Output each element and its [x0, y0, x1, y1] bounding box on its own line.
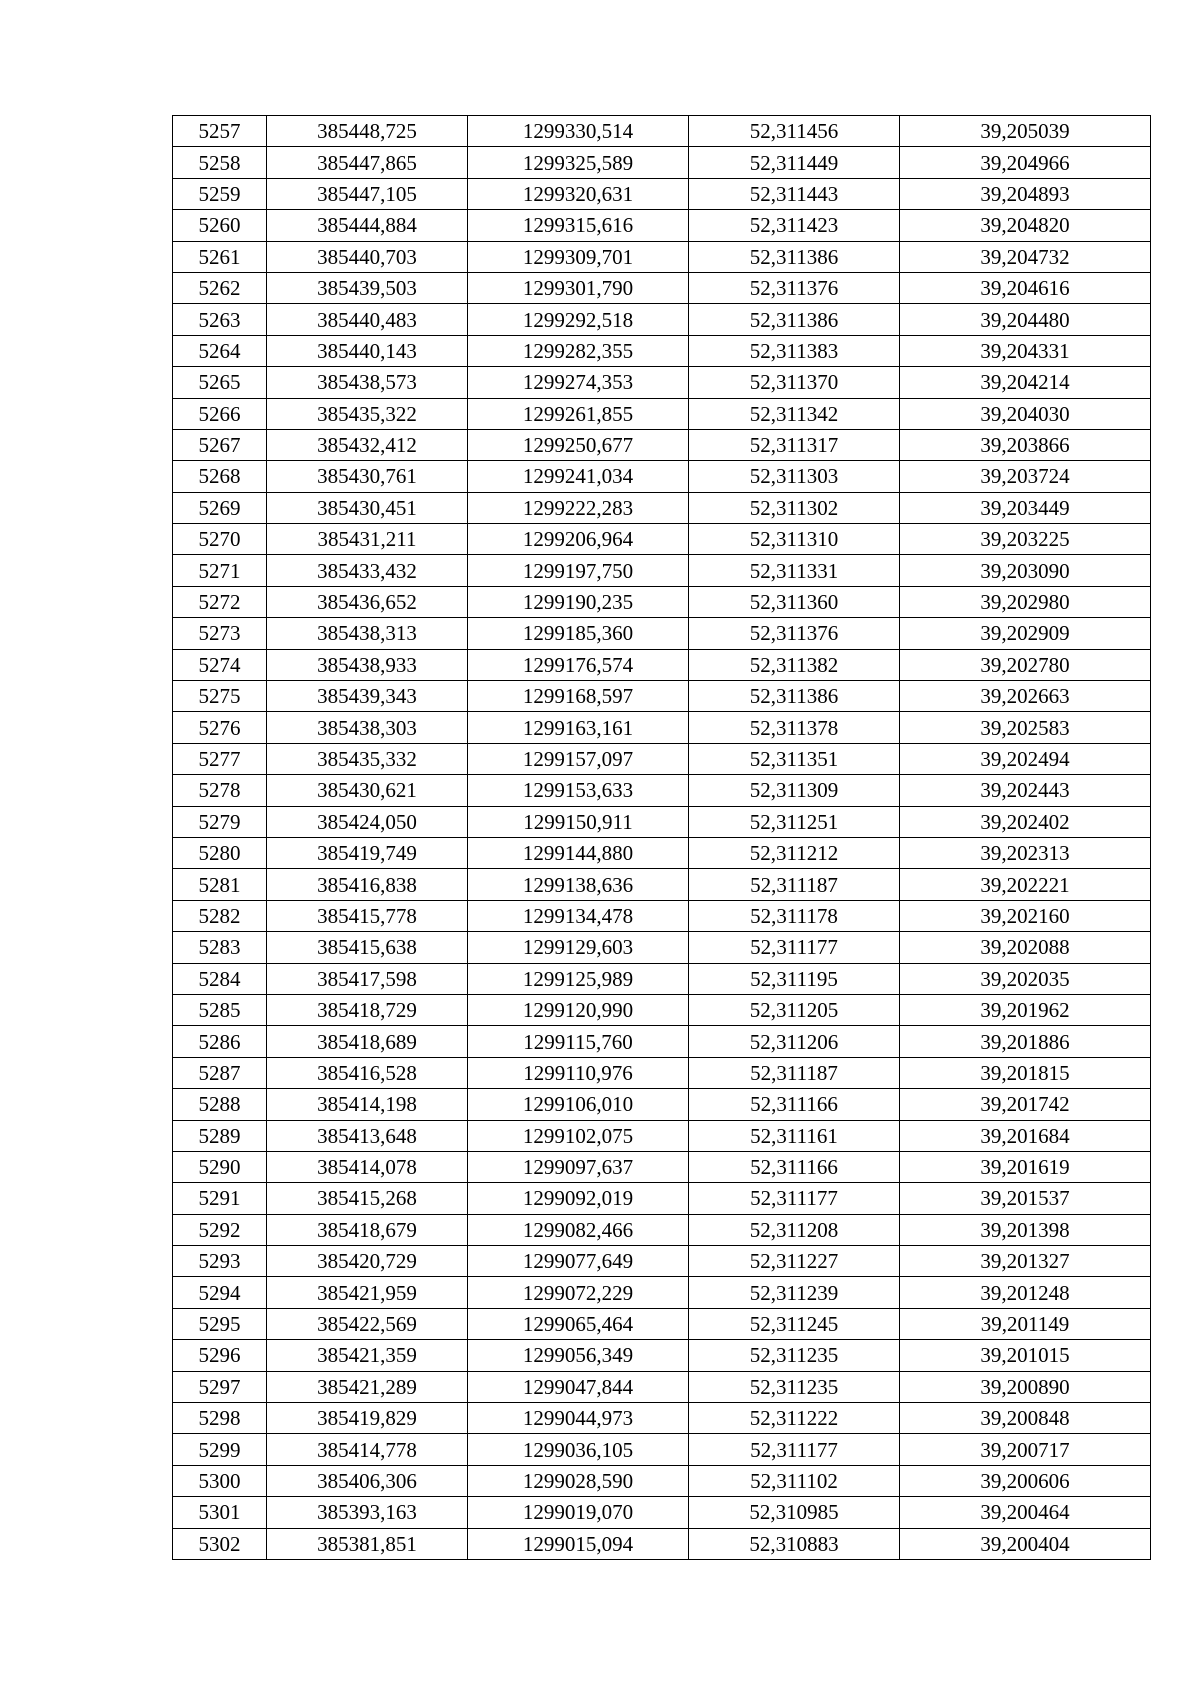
x-coordinate-cell: 385424,050	[267, 806, 468, 837]
latitude-cell: 52,311310	[689, 524, 900, 555]
point-number-cell: 5296	[173, 1340, 267, 1371]
longitude-cell: 39,200464	[900, 1497, 1151, 1528]
point-number-cell: 5258	[173, 147, 267, 178]
y-coordinate-cell: 1299077,649	[468, 1246, 689, 1277]
latitude-cell: 52,311342	[689, 398, 900, 429]
table-row	[173, 555, 1151, 586]
latitude-cell: 52,311245	[689, 1308, 900, 1339]
point-number-cell: 5270	[173, 524, 267, 555]
table-row	[173, 1120, 1151, 1151]
y-coordinate-cell: 1299110,976	[468, 1057, 689, 1088]
y-coordinate-cell: 1299157,097	[468, 743, 689, 774]
table-row	[173, 963, 1151, 994]
latitude-cell: 52,311386	[689, 304, 900, 335]
y-coordinate-cell: 1299197,750	[468, 555, 689, 586]
longitude-cell: 39,200717	[900, 1434, 1151, 1465]
table-row	[173, 1371, 1151, 1402]
table-row	[173, 1403, 1151, 1434]
latitude-cell: 52,311382	[689, 649, 900, 680]
longitude-cell: 39,203449	[900, 492, 1151, 523]
y-coordinate-cell: 1299176,574	[468, 649, 689, 680]
table-row	[173, 367, 1151, 398]
y-coordinate-cell: 1299125,989	[468, 963, 689, 994]
y-coordinate-cell: 1299315,616	[468, 210, 689, 241]
latitude-cell: 52,311302	[689, 492, 900, 523]
latitude-cell: 52,310985	[689, 1497, 900, 1528]
longitude-cell: 39,201619	[900, 1151, 1151, 1182]
longitude-cell: 39,204820	[900, 210, 1151, 241]
table-row	[173, 1151, 1151, 1182]
y-coordinate-cell: 1299019,070	[468, 1497, 689, 1528]
x-coordinate-cell: 385444,884	[267, 210, 468, 241]
longitude-cell: 39,202780	[900, 649, 1151, 680]
point-number-cell: 5285	[173, 994, 267, 1025]
y-coordinate-cell: 1299082,466	[468, 1214, 689, 1245]
point-number-cell: 5272	[173, 586, 267, 617]
longitude-cell: 39,201962	[900, 994, 1151, 1025]
table-row	[173, 147, 1151, 178]
latitude-cell: 52,311195	[689, 963, 900, 994]
table-row	[173, 681, 1151, 712]
point-number-cell: 5284	[173, 963, 267, 994]
x-coordinate-cell: 385421,289	[267, 1371, 468, 1402]
y-coordinate-cell: 1299153,633	[468, 775, 689, 806]
y-coordinate-cell: 1299044,973	[468, 1403, 689, 1434]
point-number-cell: 5278	[173, 775, 267, 806]
table-row	[173, 178, 1151, 209]
latitude-cell: 52,311317	[689, 429, 900, 460]
x-coordinate-cell: 385422,569	[267, 1308, 468, 1339]
point-number-cell: 5269	[173, 492, 267, 523]
longitude-cell: 39,204966	[900, 147, 1151, 178]
y-coordinate-cell: 1299015,094	[468, 1528, 689, 1559]
x-coordinate-cell: 385438,573	[267, 367, 468, 398]
longitude-cell: 39,201815	[900, 1057, 1151, 1088]
table-row	[173, 712, 1151, 743]
point-number-cell: 5273	[173, 618, 267, 649]
latitude-cell: 52,311161	[689, 1120, 900, 1151]
longitude-cell: 39,202402	[900, 806, 1151, 837]
coordinates-table-body	[173, 116, 1151, 1560]
x-coordinate-cell: 385418,689	[267, 1026, 468, 1057]
longitude-cell: 39,202909	[900, 618, 1151, 649]
y-coordinate-cell: 1299129,603	[468, 932, 689, 963]
table-row	[173, 1277, 1151, 1308]
x-coordinate-cell: 385430,761	[267, 461, 468, 492]
longitude-cell: 39,202443	[900, 775, 1151, 806]
longitude-cell: 39,201886	[900, 1026, 1151, 1057]
latitude-cell: 52,311383	[689, 335, 900, 366]
latitude-cell: 52,311177	[689, 1434, 900, 1465]
point-number-cell: 5298	[173, 1403, 267, 1434]
point-number-cell: 5295	[173, 1308, 267, 1339]
point-number-cell: 5265	[173, 367, 267, 398]
latitude-cell: 52,311376	[689, 618, 900, 649]
point-number-cell: 5280	[173, 837, 267, 868]
latitude-cell: 52,311222	[689, 1403, 900, 1434]
y-coordinate-cell: 1299106,010	[468, 1089, 689, 1120]
y-coordinate-cell: 1299168,597	[468, 681, 689, 712]
x-coordinate-cell: 385433,432	[267, 555, 468, 586]
y-coordinate-cell: 1299036,105	[468, 1434, 689, 1465]
table-row	[173, 524, 1151, 555]
latitude-cell: 52,311235	[689, 1371, 900, 1402]
x-coordinate-cell: 385438,303	[267, 712, 468, 743]
x-coordinate-cell: 385440,483	[267, 304, 468, 335]
latitude-cell: 52,311187	[689, 1057, 900, 1088]
point-number-cell: 5268	[173, 461, 267, 492]
longitude-cell: 39,200404	[900, 1528, 1151, 1559]
x-coordinate-cell: 385419,829	[267, 1403, 468, 1434]
x-coordinate-cell: 385415,778	[267, 900, 468, 931]
point-number-cell: 5288	[173, 1089, 267, 1120]
y-coordinate-cell: 1299309,701	[468, 241, 689, 272]
y-coordinate-cell: 1299150,911	[468, 806, 689, 837]
table-row	[173, 837, 1151, 868]
longitude-cell: 39,201537	[900, 1183, 1151, 1214]
longitude-cell: 39,204893	[900, 178, 1151, 209]
point-number-cell: 5281	[173, 869, 267, 900]
y-coordinate-cell: 1299163,161	[468, 712, 689, 743]
longitude-cell: 39,200606	[900, 1465, 1151, 1496]
x-coordinate-cell: 385414,198	[267, 1089, 468, 1120]
x-coordinate-cell: 385448,725	[267, 116, 468, 147]
point-number-cell: 5267	[173, 429, 267, 460]
x-coordinate-cell: 385439,343	[267, 681, 468, 712]
point-number-cell: 5276	[173, 712, 267, 743]
x-coordinate-cell: 385417,598	[267, 963, 468, 994]
latitude-cell: 52,311212	[689, 837, 900, 868]
latitude-cell: 52,311102	[689, 1465, 900, 1496]
latitude-cell: 52,311351	[689, 743, 900, 774]
latitude-cell: 52,311423	[689, 210, 900, 241]
table-row	[173, 1089, 1151, 1120]
x-coordinate-cell: 385435,322	[267, 398, 468, 429]
point-number-cell: 5297	[173, 1371, 267, 1402]
y-coordinate-cell: 1299134,478	[468, 900, 689, 931]
longitude-cell: 39,204732	[900, 241, 1151, 272]
y-coordinate-cell: 1299120,990	[468, 994, 689, 1025]
latitude-cell: 52,311227	[689, 1246, 900, 1277]
table-row	[173, 869, 1151, 900]
x-coordinate-cell: 385414,778	[267, 1434, 468, 1465]
y-coordinate-cell: 1299028,590	[468, 1465, 689, 1496]
longitude-cell: 39,201742	[900, 1089, 1151, 1120]
table-row	[173, 210, 1151, 241]
x-coordinate-cell: 385447,105	[267, 178, 468, 209]
latitude-cell: 52,311239	[689, 1277, 900, 1308]
table-row	[173, 1434, 1151, 1465]
longitude-cell: 39,204480	[900, 304, 1151, 335]
point-number-cell: 5257	[173, 116, 267, 147]
point-number-cell: 5275	[173, 681, 267, 712]
y-coordinate-cell: 1299222,283	[468, 492, 689, 523]
y-coordinate-cell: 1299261,855	[468, 398, 689, 429]
longitude-cell: 39,202221	[900, 869, 1151, 900]
y-coordinate-cell: 1299097,637	[468, 1151, 689, 1182]
table-row	[173, 1246, 1151, 1277]
point-number-cell: 5299	[173, 1434, 267, 1465]
table-row	[173, 429, 1151, 460]
table-row	[173, 618, 1151, 649]
latitude-cell: 52,311208	[689, 1214, 900, 1245]
latitude-cell: 52,311166	[689, 1151, 900, 1182]
x-coordinate-cell: 385419,749	[267, 837, 468, 868]
longitude-cell: 39,201015	[900, 1340, 1151, 1371]
table-row	[173, 743, 1151, 774]
x-coordinate-cell: 385415,638	[267, 932, 468, 963]
longitude-cell: 39,202980	[900, 586, 1151, 617]
y-coordinate-cell: 1299241,034	[468, 461, 689, 492]
table-row	[173, 806, 1151, 837]
table-row	[173, 1057, 1151, 1088]
longitude-cell: 39,200848	[900, 1403, 1151, 1434]
x-coordinate-cell: 385432,412	[267, 429, 468, 460]
latitude-cell: 52,311235	[689, 1340, 900, 1371]
table-row	[173, 649, 1151, 680]
y-coordinate-cell: 1299047,844	[468, 1371, 689, 1402]
point-number-cell: 5271	[173, 555, 267, 586]
longitude-cell: 39,204214	[900, 367, 1151, 398]
longitude-cell: 39,202583	[900, 712, 1151, 743]
y-coordinate-cell: 1299056,349	[468, 1340, 689, 1371]
latitude-cell: 52,311251	[689, 806, 900, 837]
x-coordinate-cell: 385440,143	[267, 335, 468, 366]
latitude-cell: 52,311166	[689, 1089, 900, 1120]
y-coordinate-cell: 1299144,880	[468, 837, 689, 868]
point-number-cell: 5286	[173, 1026, 267, 1057]
point-number-cell: 5290	[173, 1151, 267, 1182]
x-coordinate-cell: 385414,078	[267, 1151, 468, 1182]
latitude-cell: 52,311386	[689, 681, 900, 712]
y-coordinate-cell: 1299138,636	[468, 869, 689, 900]
table-row	[173, 586, 1151, 617]
x-coordinate-cell: 385421,959	[267, 1277, 468, 1308]
y-coordinate-cell: 1299092,019	[468, 1183, 689, 1214]
x-coordinate-cell: 385439,503	[267, 272, 468, 303]
point-number-cell: 5301	[173, 1497, 267, 1528]
latitude-cell: 52,311360	[689, 586, 900, 617]
longitude-cell: 39,202160	[900, 900, 1151, 931]
x-coordinate-cell: 385418,679	[267, 1214, 468, 1245]
y-coordinate-cell: 1299301,790	[468, 272, 689, 303]
longitude-cell: 39,203225	[900, 524, 1151, 555]
longitude-cell: 39,201398	[900, 1214, 1151, 1245]
table-row	[173, 1026, 1151, 1057]
latitude-cell: 52,311449	[689, 147, 900, 178]
x-coordinate-cell: 385430,621	[267, 775, 468, 806]
table-row	[173, 1528, 1151, 1559]
y-coordinate-cell: 1299102,075	[468, 1120, 689, 1151]
point-number-cell: 5287	[173, 1057, 267, 1088]
x-coordinate-cell: 385415,268	[267, 1183, 468, 1214]
point-number-cell: 5294	[173, 1277, 267, 1308]
latitude-cell: 52,311177	[689, 932, 900, 963]
longitude-cell: 39,202088	[900, 932, 1151, 963]
y-coordinate-cell: 1299190,235	[468, 586, 689, 617]
y-coordinate-cell: 1299330,514	[468, 116, 689, 147]
longitude-cell: 39,202035	[900, 963, 1151, 994]
x-coordinate-cell: 385393,163	[267, 1497, 468, 1528]
x-coordinate-cell: 385418,729	[267, 994, 468, 1025]
table-row	[173, 1340, 1151, 1371]
table-row	[173, 775, 1151, 806]
latitude-cell: 52,311177	[689, 1183, 900, 1214]
longitude-cell: 39,203724	[900, 461, 1151, 492]
y-coordinate-cell: 1299274,353	[468, 367, 689, 398]
latitude-cell: 52,311205	[689, 994, 900, 1025]
latitude-cell: 52,311386	[689, 241, 900, 272]
point-number-cell: 5262	[173, 272, 267, 303]
table-row	[173, 1183, 1151, 1214]
table-row	[173, 492, 1151, 523]
longitude-cell: 39,202663	[900, 681, 1151, 712]
y-coordinate-cell: 1299282,355	[468, 335, 689, 366]
latitude-cell: 52,311303	[689, 461, 900, 492]
point-number-cell: 5274	[173, 649, 267, 680]
point-number-cell: 5263	[173, 304, 267, 335]
y-coordinate-cell: 1299320,631	[468, 178, 689, 209]
table-row	[173, 1214, 1151, 1245]
latitude-cell: 52,311370	[689, 367, 900, 398]
point-number-cell: 5282	[173, 900, 267, 931]
point-number-cell: 5289	[173, 1120, 267, 1151]
y-coordinate-cell: 1299185,360	[468, 618, 689, 649]
y-coordinate-cell: 1299206,964	[468, 524, 689, 555]
y-coordinate-cell: 1299325,589	[468, 147, 689, 178]
table-row	[173, 241, 1151, 272]
point-number-cell: 5302	[173, 1528, 267, 1559]
x-coordinate-cell: 385431,211	[267, 524, 468, 555]
x-coordinate-cell: 385421,359	[267, 1340, 468, 1371]
point-number-cell: 5291	[173, 1183, 267, 1214]
point-number-cell: 5264	[173, 335, 267, 366]
table-row	[173, 1497, 1151, 1528]
y-coordinate-cell: 1299292,518	[468, 304, 689, 335]
longitude-cell: 39,200890	[900, 1371, 1151, 1402]
x-coordinate-cell: 385430,451	[267, 492, 468, 523]
point-number-cell: 5260	[173, 210, 267, 241]
point-number-cell: 5259	[173, 178, 267, 209]
point-number-cell: 5293	[173, 1246, 267, 1277]
table-row	[173, 1465, 1151, 1496]
table-row	[173, 335, 1151, 366]
x-coordinate-cell: 385438,313	[267, 618, 468, 649]
x-coordinate-cell: 385438,933	[267, 649, 468, 680]
table-row	[173, 304, 1151, 335]
latitude-cell: 52,311178	[689, 900, 900, 931]
point-number-cell: 5261	[173, 241, 267, 272]
table-row	[173, 398, 1151, 429]
latitude-cell: 52,311309	[689, 775, 900, 806]
x-coordinate-cell: 385406,306	[267, 1465, 468, 1496]
y-coordinate-cell: 1299072,229	[468, 1277, 689, 1308]
x-coordinate-cell: 385416,838	[267, 869, 468, 900]
x-coordinate-cell: 385420,729	[267, 1246, 468, 1277]
longitude-cell: 39,203090	[900, 555, 1151, 586]
longitude-cell: 39,204030	[900, 398, 1151, 429]
x-coordinate-cell: 385416,528	[267, 1057, 468, 1088]
x-coordinate-cell: 385447,865	[267, 147, 468, 178]
table-row	[173, 900, 1151, 931]
latitude-cell: 52,311187	[689, 869, 900, 900]
point-number-cell: 5277	[173, 743, 267, 774]
coordinates-table	[172, 115, 1151, 1560]
latitude-cell: 52,311331	[689, 555, 900, 586]
longitude-cell: 39,201248	[900, 1277, 1151, 1308]
table-row	[173, 461, 1151, 492]
longitude-cell: 39,205039	[900, 116, 1151, 147]
point-number-cell: 5283	[173, 932, 267, 963]
point-number-cell: 5300	[173, 1465, 267, 1496]
x-coordinate-cell: 385413,648	[267, 1120, 468, 1151]
x-coordinate-cell: 385440,703	[267, 241, 468, 272]
point-number-cell: 5266	[173, 398, 267, 429]
point-number-cell: 5292	[173, 1214, 267, 1245]
x-coordinate-cell: 385381,851	[267, 1528, 468, 1559]
longitude-cell: 39,201684	[900, 1120, 1151, 1151]
latitude-cell: 52,311456	[689, 116, 900, 147]
table-row	[173, 116, 1151, 147]
table-row	[173, 272, 1151, 303]
y-coordinate-cell: 1299115,760	[468, 1026, 689, 1057]
latitude-cell: 52,311206	[689, 1026, 900, 1057]
table-row	[173, 932, 1151, 963]
longitude-cell: 39,201149	[900, 1308, 1151, 1339]
y-coordinate-cell: 1299250,677	[468, 429, 689, 460]
table-row	[173, 1308, 1151, 1339]
latitude-cell: 52,311378	[689, 712, 900, 743]
y-coordinate-cell: 1299065,464	[468, 1308, 689, 1339]
latitude-cell: 52,310883	[689, 1528, 900, 1559]
longitude-cell: 39,204616	[900, 272, 1151, 303]
point-number-cell: 5279	[173, 806, 267, 837]
table-row	[173, 994, 1151, 1025]
longitude-cell: 39,201327	[900, 1246, 1151, 1277]
latitude-cell: 52,311443	[689, 178, 900, 209]
x-coordinate-cell: 385436,652	[267, 586, 468, 617]
longitude-cell: 39,202313	[900, 837, 1151, 868]
latitude-cell: 52,311376	[689, 272, 900, 303]
x-coordinate-cell: 385435,332	[267, 743, 468, 774]
longitude-cell: 39,202494	[900, 743, 1151, 774]
longitude-cell: 39,204331	[900, 335, 1151, 366]
longitude-cell: 39,203866	[900, 429, 1151, 460]
